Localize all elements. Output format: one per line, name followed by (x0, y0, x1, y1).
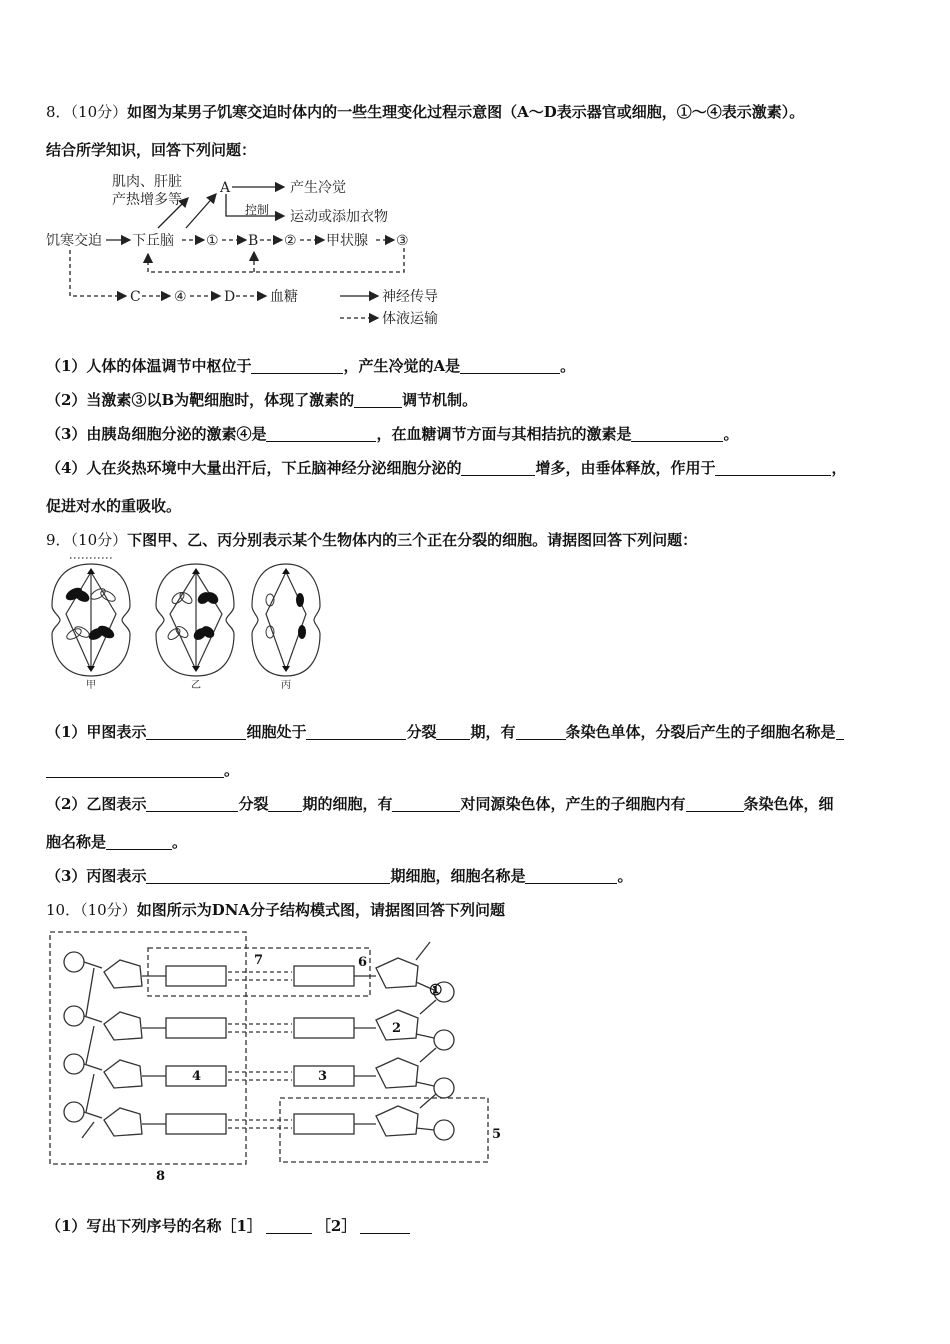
diagram-hunger: 饥寒交迫 (46, 233, 102, 249)
q8-part-4-cont: 促进对水的重吸收。 (46, 497, 182, 515)
diagram-C: C (130, 289, 141, 305)
answer-blank[interactable] (266, 425, 376, 442)
q9-stem: 9．（10分）下图甲、乙、丙分别表示某个生物体内的三个正在分裂的细胞。请据图回答下列问题： (46, 531, 698, 549)
diagram-thyroid: 甲状腺 (326, 233, 368, 249)
answer-blank[interactable] (686, 795, 744, 812)
answer-blank[interactable] (146, 723, 246, 740)
diagram-A: A (220, 180, 231, 196)
label-8: 8 (156, 1169, 166, 1184)
answer-blank[interactable] (360, 1217, 410, 1234)
label-5: 5 (492, 1127, 502, 1142)
q8-stem: 8．（10分）如图为某男子饥寒交迫时体内的一些生理变化过程示意图（A～D表示器官或细胞，①～④表示激素）。 (46, 103, 805, 121)
label-7: 7 (254, 953, 264, 968)
answer-blank[interactable] (46, 761, 224, 778)
legend-fluid: 体液运输 (382, 311, 438, 327)
answer-blank[interactable] (436, 723, 470, 740)
answer-blank[interactable] (251, 357, 343, 374)
diagram-control: 控制 (245, 203, 270, 217)
q8-part-3: （3）由胰岛细胞分泌的激素④是 ，在血糖调节方面与其相拮抗的激素是 。 (46, 425, 739, 443)
q9-part-1: （1）甲图表示 细胞处于 分裂 期，有 条染色单体，分裂后产生的子细胞名称是 (46, 722, 844, 742)
diagram-cold: 产生冷觉 (290, 180, 346, 196)
diagram-hormone-4: ④ (174, 289, 187, 305)
answer-blank[interactable] (146, 867, 390, 884)
q9-part-3: （3）丙图表示 期细胞，细胞名称是 。 (46, 867, 633, 885)
label-1: ① (429, 981, 443, 999)
answer-blank[interactable] (460, 357, 560, 374)
q10-stem: 10．（10分）如图所示为DNA分子结构模式图，请据图回答下列问题 (46, 901, 506, 919)
legend-nerve: 神经传导 (382, 289, 438, 305)
answer-blank[interactable] (392, 795, 460, 812)
label-yi: 乙 (191, 680, 201, 690)
answer-blank[interactable] (306, 723, 406, 740)
label-6: 6 (358, 955, 368, 970)
diagram-B: B (248, 233, 259, 249)
q9-cell-division-figure (44, 554, 334, 690)
answer-blank[interactable] (266, 1217, 312, 1234)
box-5 (280, 1098, 488, 1162)
label-jia: 甲 (86, 680, 96, 690)
label-4: 4 (192, 1069, 202, 1084)
q8-part-1: （1）人体的体温调节中枢位于 ，产生冷觉的A是 。 (46, 357, 576, 375)
answer-blank[interactable] (836, 723, 844, 740)
q9-part-2: （2）乙图表示 分裂 期的细胞，有 对同源染色体，产生的子细胞内有 条染色体，细 (46, 795, 834, 813)
answer-blank[interactable] (715, 459, 831, 476)
diagram-muscle-2: 产热增多等 (112, 192, 182, 208)
cell-bing (252, 564, 320, 676)
q8-physiology-diagram (40, 168, 460, 333)
q8-part-2: （2）当激素③以B为靶细胞时，体现了激素的 调节机制。 (46, 391, 478, 409)
diagram-hormone-1: ① (206, 233, 219, 249)
diagram-muscle-1: 肌肉、肝脏 (112, 174, 182, 190)
label-bing: 丙 (281, 680, 291, 690)
q10-dna-diagram (46, 928, 516, 1186)
q8-stem-2: 结合所学知识，回答下列问题： (46, 141, 257, 159)
diagram-D: D (224, 289, 236, 305)
q9-part-2-cont: 胞名称是 。 (46, 833, 188, 851)
answer-blank[interactable] (354, 391, 402, 408)
q10-part-1: （1）写出下列序号的名称［1］ ［2］ (46, 1216, 410, 1236)
diagram-hypothalamus: 下丘脑 (132, 233, 174, 249)
diagram-hormone-2: ② (284, 233, 297, 249)
answer-blank[interactable] (146, 795, 238, 812)
answer-blank[interactable] (461, 459, 535, 476)
answer-blank[interactable] (516, 723, 566, 740)
q9-part-1-cont: 。 (46, 760, 239, 780)
label-3: 3 (318, 1069, 328, 1084)
diagram-clothes: 运动或添加衣物 (290, 209, 388, 225)
answer-blank[interactable] (268, 795, 302, 812)
label-2: 2 (392, 1021, 402, 1036)
answer-blank[interactable] (525, 867, 617, 884)
cell-yi (156, 564, 234, 676)
diagram-hormone-3: ③ (396, 233, 409, 249)
diagram-sugar: 血糖 (270, 289, 298, 305)
answer-blank[interactable] (106, 833, 172, 850)
q8-part-4: （4）人在炎热环境中大量出汗后，下丘脑神经分泌细胞分泌的 增多，由垂体释放，作用于 ， (46, 459, 847, 477)
answer-blank[interactable] (631, 425, 723, 442)
